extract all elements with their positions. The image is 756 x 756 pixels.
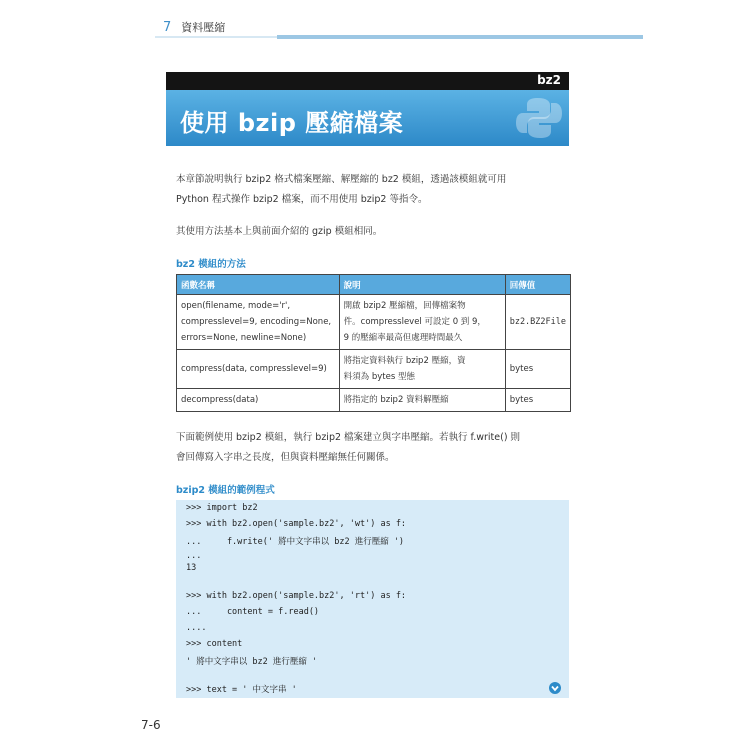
func-desc-line: 件。compresslevel 可設定 0 到 9， — [343, 317, 486, 327]
code-line: ... — [186, 551, 202, 561]
example-intro-line-2: 會回傳寫入字串之長度，但與資料壓縮無任何關係。 — [176, 452, 395, 463]
table-row — [177, 295, 571, 350]
func-desc-line: 開啟 bzip2 壓縮檔，回傳檔案物 — [343, 301, 466, 311]
section-title: 使用 bzip 壓縮檔案 — [180, 109, 404, 137]
intro-line-1: 本章節說明執行 bzip2 格式檔案壓縮、解壓縮的 bz2 模組，透過該模組就可用 — [176, 174, 507, 185]
func-name-line: decompress(data) — [181, 395, 259, 405]
example-intro-line-1: 下面範例使用 bzip2 模組，執行 bzip2 檔案建立與字串壓縮。若執行 f.write() 則 — [176, 432, 521, 443]
func-name-line: errors=None, newline=None) — [181, 333, 307, 343]
code-line: ... f.write(' 將中文字串以 bz2 進行壓縮 ') — [186, 537, 405, 547]
chapter-header — [163, 19, 225, 35]
header-rule — [155, 36, 643, 38]
chapter-number: 7 — [163, 20, 172, 35]
func-name-line: open(filename, mode='r', — [181, 301, 291, 311]
methods-table — [176, 274, 571, 412]
code-line: >>> with bz2.open('sample.bz2', 'wt') as f: — [186, 519, 407, 529]
func-return-cell: bytes — [505, 389, 570, 412]
header-rule-accent — [277, 35, 643, 39]
table-header-name: 函數名稱 — [177, 275, 340, 295]
code-line: ... content = f.read() — [186, 607, 320, 617]
func-desc-cell — [339, 389, 505, 412]
intro-line-3: 其使用方法基本上與前面介紹的 gzip 模組相同。 — [176, 226, 383, 237]
func-name-cell — [177, 389, 340, 412]
func-desc-line: 將指定的 bzip2 資料解壓縮 — [343, 395, 449, 405]
code-line: ' 將中文字串以 bz2 進行壓縮 ' — [186, 657, 318, 667]
chevron-down-icon[interactable] — [549, 682, 561, 694]
code-line: >>> text = ' 中文字串 ' — [186, 685, 297, 695]
chapter-title: 資料壓縮 — [181, 21, 226, 34]
section-tag: bz2 — [537, 73, 561, 87]
func-return-cell: bytes — [505, 350, 570, 389]
section-banner — [166, 90, 569, 146]
example-intro-paragraph — [176, 428, 571, 468]
page-number: 7-6 — [141, 718, 161, 732]
code-line: .... — [186, 623, 207, 633]
code-line: 13 — [186, 563, 197, 573]
func-return-cell: bz2.BZ2File — [505, 295, 570, 350]
func-desc-cell — [339, 350, 505, 389]
code-line: >>> import bz2 — [186, 503, 258, 513]
table-header-desc: 說明 — [339, 275, 505, 295]
code-line: >>> content — [186, 639, 243, 649]
func-desc-line: 料須為 bytes 型態 — [343, 372, 415, 382]
table-header-row — [177, 275, 571, 295]
func-desc-line: 將指定資料執行 bzip2 壓縮，資 — [343, 356, 466, 366]
func-desc-cell — [339, 295, 505, 350]
code-section-title: bzip2 模組的範例程式 — [176, 485, 275, 496]
table-section-title: bz2 模組的方法 — [176, 259, 246, 270]
intro-line-2: Python 程式操作 bzip2 檔案，而不用使用 bzip2 等指令。 — [176, 194, 428, 205]
table-row — [177, 389, 571, 412]
code-line: >>> with bz2.open('sample.bz2', 'rt') as f: — [186, 591, 407, 601]
func-name-line: compress(data, compresslevel=9) — [181, 364, 327, 374]
func-name-cell — [177, 295, 340, 350]
section-tag-bar — [166, 72, 569, 90]
table-header-return: 回傳值 — [505, 275, 570, 295]
func-name-cell — [177, 350, 340, 389]
table-row — [177, 350, 571, 389]
func-desc-line: 9 的壓縮率最高但處理時間最久 — [343, 333, 463, 343]
code-block — [176, 500, 569, 698]
intro-paragraph — [176, 170, 571, 210]
func-name-line: compresslevel=9, encoding=None, — [181, 317, 332, 327]
python-logo-icon — [515, 95, 563, 141]
